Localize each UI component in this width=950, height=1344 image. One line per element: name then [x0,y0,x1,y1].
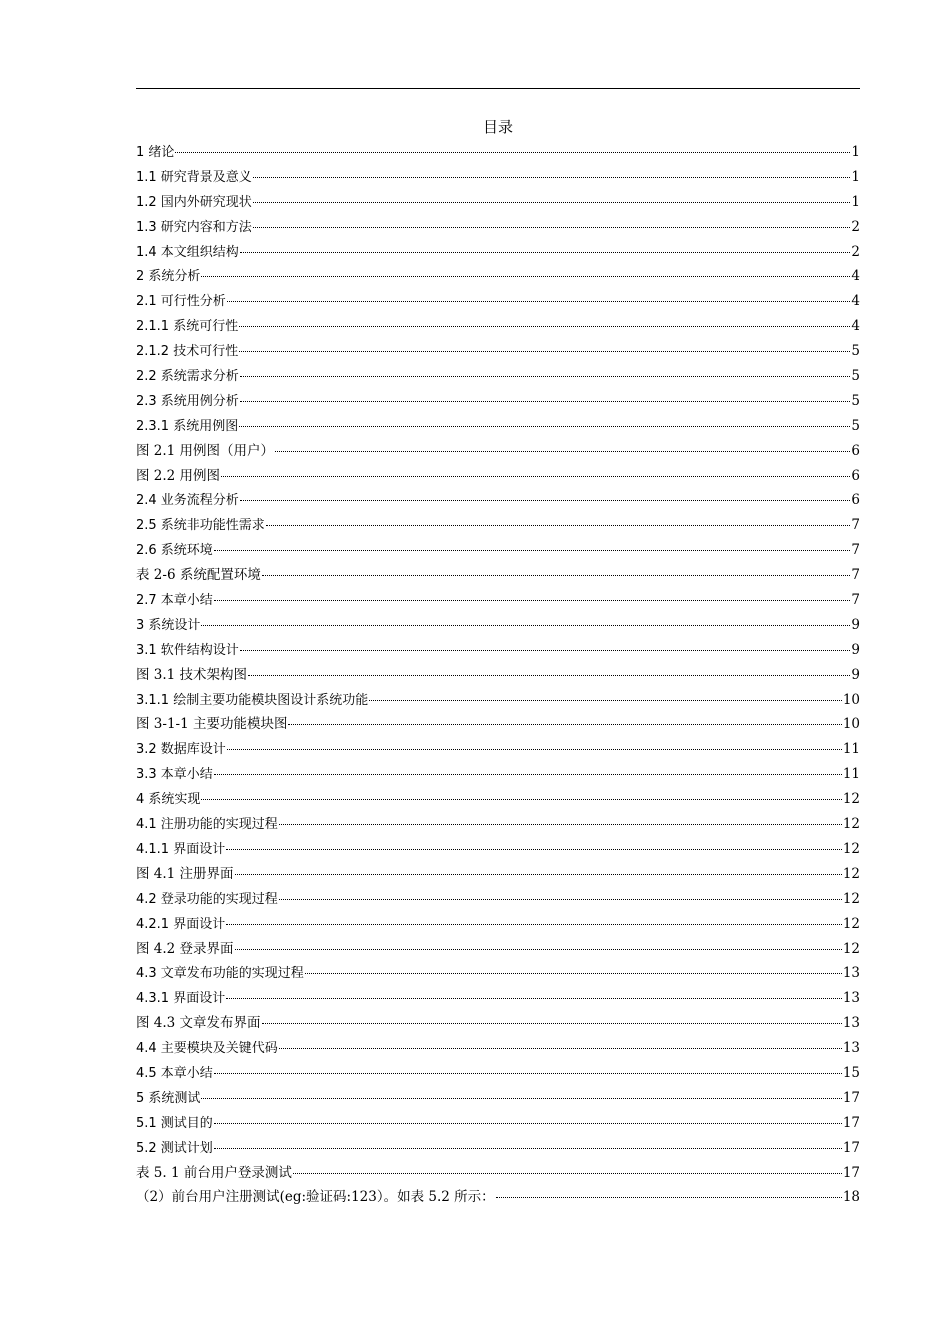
toc-dot-leader [262,575,851,576]
toc-entry-label: 表 5. 1 前台用户登录测试 [136,1164,292,1181]
toc-entry-page-number: 13 [842,965,860,982]
toc-entry[interactable] [136,812,860,837]
toc-entry[interactable] [136,513,860,538]
toc-dot-leader [221,476,850,477]
toc-dot-leader [226,998,842,999]
toc-dot-leader [266,525,851,526]
table-of-contents [136,140,860,1210]
toc-entry-label: 3 系统设计 [136,617,201,633]
toc-entry-label: 图 4.1 注册界面 [136,865,234,882]
toc-dot-leader [214,600,851,601]
toc-entry[interactable] [136,986,860,1011]
toc-dot-leader [239,326,850,327]
toc-dot-leader [279,899,842,900]
toc-title: 目录 [482,118,513,136]
toc-entry[interactable] [136,787,860,812]
toc-entry-page-number: 7 [851,517,860,534]
toc-entry[interactable] [136,1036,860,1061]
toc-entry-label: 2.3 系统用例分析 [136,393,239,409]
toc-entry[interactable] [136,712,860,737]
toc-entry-page-number: 9 [851,666,860,683]
toc-entry[interactable] [136,339,860,364]
toc-dot-leader [239,351,850,352]
toc-entry-page-number: 2 [851,243,860,260]
toc-entry-page-number: 13 [842,1015,860,1032]
toc-entry-label: 1 绪论 [136,145,175,160]
toc-entry-page-number: 12 [842,791,860,808]
toc-entry[interactable] [136,488,860,513]
toc-dot-leader [240,401,851,402]
toc-entry-label: 4.3 文章发布功能的实现过程 [136,966,304,982]
toc-entry[interactable] [136,289,860,314]
toc-entry[interactable] [136,937,860,962]
toc-entry[interactable] [136,688,860,713]
toc-dot-leader [214,774,842,775]
toc-entry-label: 2.3.1 系统用例图 [136,418,239,434]
toc-entry-label: 4.2 登录功能的实现过程 [136,891,278,907]
toc-dot-leader [201,276,850,277]
toc-dot-leader [214,550,851,551]
toc-entry-page-number: 17 [842,1139,860,1156]
toc-entry-page-number: 5 [851,343,860,360]
toc-entry-page-number: 13 [842,1040,860,1057]
toc-entry-label: 5.1 测试目的 [136,1115,213,1131]
toc-entry-page-number: 6 [851,442,860,459]
toc-entry-page-number: 17 [842,1164,860,1181]
toc-dot-leader [240,252,851,253]
toc-entry-label: 1.2 国内外研究现状 [136,194,252,210]
toc-entry[interactable] [136,638,860,663]
toc-entry-label: 4.4 主要模块及关键代码 [136,1041,278,1057]
toc-entry-label: 4 系统实现 [136,792,201,808]
toc-entry-page-number: 5 [851,392,860,409]
toc-entry-page-number: 7 [851,542,860,559]
toc-entry-label: 1.4 本文组织结构 [136,244,239,260]
toc-entry[interactable] [136,364,860,389]
toc-entry-page-number: 1 [851,193,860,210]
toc-entry-label: 2.1.1 系统可行性 [136,319,239,335]
toc-dot-leader [201,799,841,800]
toc-entry[interactable] [136,414,860,439]
toc-dot-leader [279,1048,842,1049]
toc-entry[interactable] [136,264,860,289]
toc-dot-leader [235,874,842,875]
toc-dot-leader [275,451,850,452]
toc-entry[interactable] [136,165,860,190]
toc-dot-leader [248,675,850,676]
toc-entry-label: 1.1 研究背景及意义 [136,169,252,185]
toc-dot-leader [201,625,850,626]
toc-entry-page-number: 15 [842,1064,860,1081]
toc-entry-label: 图 2.2 用例图 [136,467,221,484]
toc-dot-leader [240,500,851,501]
toc-entry-page-number: 12 [842,816,860,833]
toc-entry-page-number: 5 [851,417,860,434]
toc-entry[interactable] [136,663,860,688]
toc-entry-page-number: 9 [851,641,860,658]
toc-entry-page-number: 12 [842,865,860,882]
toc-entry-label: 3.3 本章小结 [136,767,213,783]
toc-dot-leader [253,227,851,228]
toc-entry[interactable] [136,563,860,588]
toc-entry-page-number: 7 [851,567,860,584]
toc-entry-page-number: 18 [842,1189,860,1206]
toc-entry[interactable] [136,1136,860,1161]
toc-entry-page-number: 2 [851,218,860,235]
toc-entry-page-number: 13 [842,990,860,1007]
toc-entry-label: 图 4.2 登录界面 [136,940,234,957]
toc-dot-leader [253,202,851,203]
toc-dot-leader [240,650,851,651]
toc-entry-label: 2 系统分析 [136,269,201,285]
toc-entry[interactable] [136,912,860,937]
header-rule [136,88,860,89]
toc-entry-label: 4.3.1 界面设计 [136,991,226,1007]
toc-entry-page-number: 1 [851,168,860,185]
toc-entry-page-number: 10 [842,691,860,708]
toc-entry-label: 4.2.1 界面设计 [136,916,226,932]
toc-entry[interactable] [136,389,860,414]
toc-entry-page-number: 9 [851,616,860,633]
toc-entry-label: 图 2.1 用例图（用户） [136,442,275,459]
toc-entry-label: 2.1.2 技术可行性 [136,344,239,360]
toc-entry-page-number: 12 [842,940,860,957]
toc-entry[interactable] [136,215,860,240]
toc-entry[interactable] [136,240,860,265]
toc-entry[interactable] [136,1011,860,1036]
toc-dot-leader [288,724,841,725]
toc-entry[interactable] [136,140,860,165]
toc-entry-page-number: 6 [851,492,860,509]
toc-entry[interactable] [136,961,860,986]
toc-dot-leader [175,152,850,153]
toc-entry-label: 表 2-6 系统配置环境 [136,567,261,584]
toc-entry[interactable] [136,588,860,613]
toc-entry-page-number: 17 [842,1089,860,1106]
toc-entry-label: 3.2 数据库设计 [136,742,226,758]
toc-entry[interactable] [136,887,860,912]
toc-entry[interactable] [136,737,860,762]
toc-entry[interactable] [136,538,860,563]
toc-entry-page-number: 5 [851,368,860,385]
toc-dot-leader [293,1173,842,1174]
toc-entry-label: 2.4 业务流程分析 [136,493,239,509]
toc-dot-leader [226,924,842,925]
toc-dot-leader [496,1197,842,1198]
toc-entry-page-number: 4 [851,318,860,335]
toc-entry-label: 3.1 软件结构设计 [136,642,239,658]
toc-dot-leader [279,824,842,825]
toc-entry-page-number: 17 [842,1114,860,1131]
toc-dot-leader [201,1098,841,1099]
toc-dot-leader [214,1123,842,1124]
toc-dot-leader [214,1148,842,1149]
toc-entry-label: 2.7 本章小结 [136,593,213,609]
toc-entry[interactable] [136,314,860,339]
toc-entry-label: 4.5 本章小结 [136,1065,213,1081]
toc-entry[interactable] [136,613,860,638]
toc-entry-label: 图 3-1-1 主要功能模块图 [136,716,288,733]
toc-entry[interactable] [136,464,860,489]
toc-dot-leader [240,376,851,377]
toc-entry-label: 2.1 可行性分析 [136,294,226,310]
toc-entry[interactable] [136,1185,860,1210]
toc-entry-label: 2.2 系统需求分析 [136,369,239,385]
toc-entry-label: （2）前台用户注册测试(eg:验证码:123）。如表 5.2 所示： [136,1189,495,1206]
toc-entry[interactable] [136,762,860,787]
toc-dot-leader [262,1023,842,1024]
toc-entry-page-number: 12 [842,840,860,857]
toc-entry-label: 4.1 注册功能的实现过程 [136,817,278,833]
toc-entry-label: 2.6 系统环境 [136,543,213,559]
toc-dot-leader [227,301,851,302]
toc-entry-page-number: 4 [851,293,860,310]
toc-dot-leader [253,177,851,178]
toc-entry-page-number: 6 [851,467,860,484]
toc-dot-leader [239,426,850,427]
toc-entry-page-number: 7 [851,592,860,609]
toc-entry-page-number: 1 [851,144,860,160]
toc-dot-leader [226,849,842,850]
toc-entry-label: 4.1.1 界面设计 [136,841,226,857]
toc-entry[interactable] [136,1111,860,1136]
toc-dot-leader [227,749,842,750]
toc-entry[interactable] [136,862,860,887]
toc-entry-label: 图 3.1 技术架构图 [136,666,248,683]
toc-entry-label: 5 系统测试 [136,1090,201,1106]
toc-entry-page-number: 11 [842,741,860,758]
toc-entry[interactable] [136,1086,860,1111]
toc-entry-page-number: 12 [842,890,860,907]
toc-entry-label: 3.1.1 绘制主要功能模块图设计系统功能 [136,692,369,708]
toc-entry[interactable] [136,837,860,862]
toc-entry[interactable] [136,439,860,464]
toc-entry[interactable] [136,1161,860,1186]
toc-entry-label: 1.3 研究内容和方法 [136,219,252,235]
toc-entry-page-number: 12 [842,915,860,932]
toc-entry-label: 5.2 测试计划 [136,1140,213,1156]
toc-entry[interactable] [136,1061,860,1086]
toc-entry-page-number: 10 [842,716,860,733]
toc-entry-label: 图 4.3 文章发布界面 [136,1015,261,1032]
toc-entry-page-number: 4 [851,268,860,285]
toc-entry-label: 2.5 系统非功能性需求 [136,518,265,534]
toc-dot-leader [214,1073,842,1074]
toc-dot-leader [305,973,842,974]
toc-dot-leader [235,949,842,950]
toc-entry-page-number: 11 [842,766,860,783]
toc-dot-leader [369,700,842,701]
toc-entry[interactable] [136,190,860,215]
